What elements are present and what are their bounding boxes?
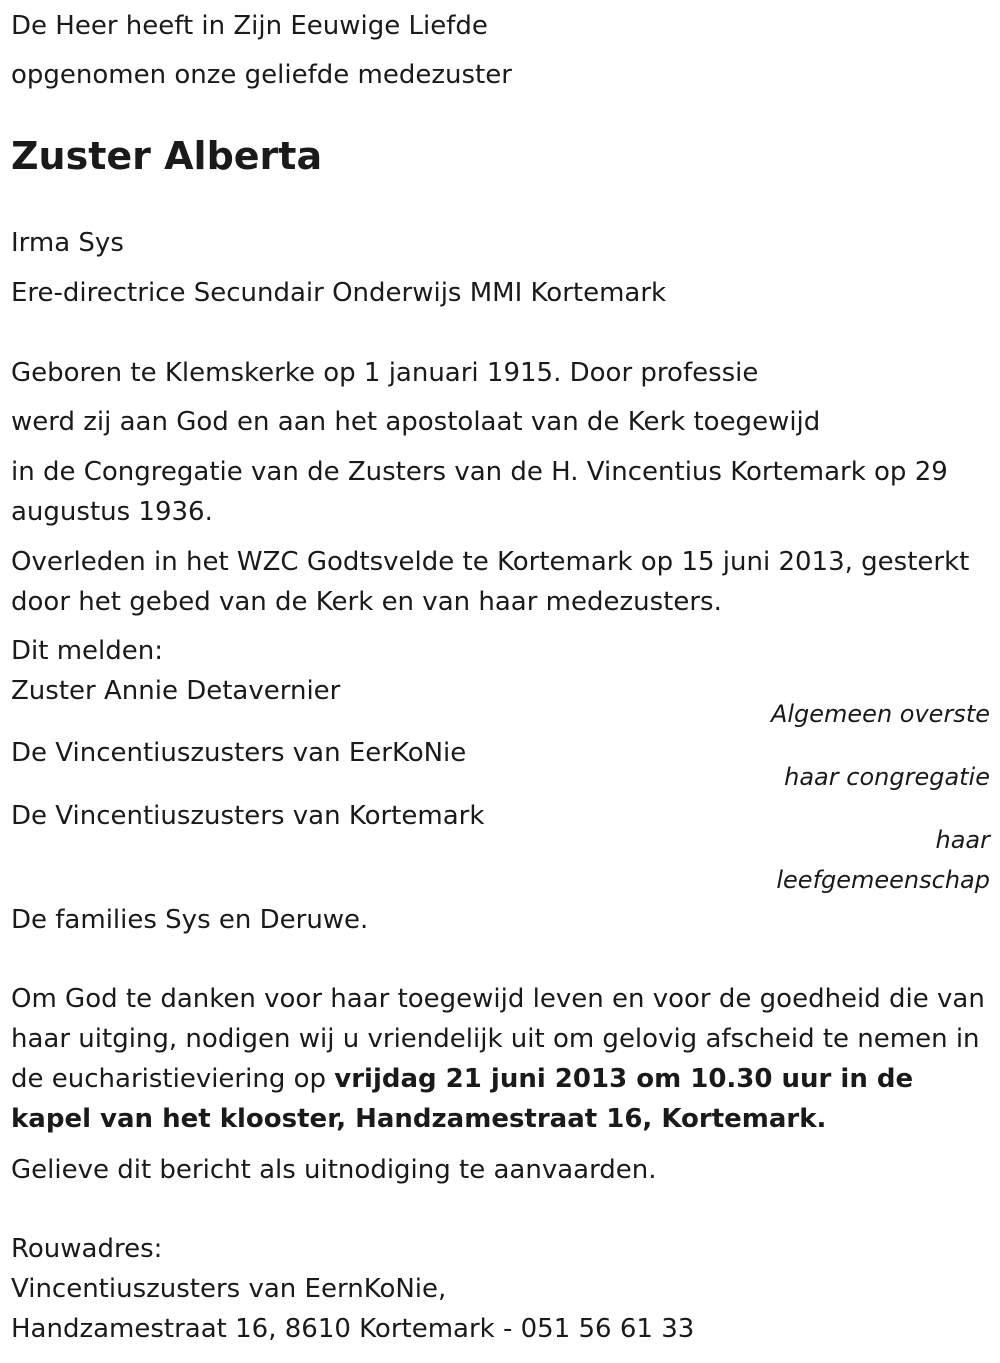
deceased-name: Zuster Alberta bbox=[11, 134, 323, 178]
intro-line-2: opgenomen onze geliefde medezuster bbox=[11, 60, 512, 90]
address-line-2: Handzamestraat 16, 8610 Kortemark - 051 56 61 33 bbox=[11, 1314, 695, 1344]
address-heading: Rouwadres: bbox=[11, 1234, 163, 1264]
intro-line-1: De Heer heeft in Zijn Eeuwige Liefde bbox=[11, 11, 488, 41]
bio-born: Geboren te Klemskerke op 1 januari 1915. Door professie bbox=[11, 358, 759, 388]
families-line: De families Sys en Deruwe. bbox=[11, 905, 369, 935]
announcer-role: leefgemeenschap bbox=[776, 866, 990, 894]
announcers-heading: Dit melden: bbox=[11, 636, 163, 666]
professional-title: Ere-directrice Secundair Onderwijs MMI Kortemark bbox=[11, 278, 667, 308]
announcer-name: De Vincentiuszusters van Kortemark bbox=[11, 801, 485, 831]
announcer-name: De Vincentiuszusters van EerKoNie bbox=[11, 738, 467, 768]
bio-dedicated: werd zij aan God en aan het apostolaat van de Kerk toegewijd bbox=[11, 407, 821, 437]
invitation-date-location: vrijdag 21 juni 2013 om 10.30 uur in de kapel van het klooster, Handzamestraat 16, Kortemark. bbox=[11, 1064, 914, 1134]
invitation-closing: Gelieve dit bericht als uitnodiging te aanvaarden. bbox=[11, 1155, 657, 1185]
bio-congregation: in de Congregatie van de Zusters van de H. Vincentius Kortemark op 29 augustus 1936. bbox=[11, 457, 948, 527]
announcer-role: haar congregatie bbox=[784, 763, 990, 791]
bio-died: Overleden in het WZC Godtsvelde te Kortemark op 15 juni 2013, gesterkt door het gebed van de Kerk en van haar medezusters. bbox=[11, 547, 970, 617]
announcer-role: haar bbox=[935, 826, 990, 854]
invitation-text: Om God te danken voor haar toegewijd leven en voor de goedheid die van haar uitging, nodigen wij u vriendelijk uit om gelovig afscheid te nemen in de eucharistieviering op bbox=[11, 984, 985, 1094]
address-line-1: Vincentiuszusters van EernKoNie, bbox=[11, 1274, 447, 1304]
civil-name: Irma Sys bbox=[11, 228, 124, 258]
announcer-role: Algemeen overste bbox=[770, 700, 990, 728]
announcer-name: Zuster Annie Detavernier bbox=[11, 676, 341, 706]
invitation-paragraph bbox=[11, 979, 986, 1139]
